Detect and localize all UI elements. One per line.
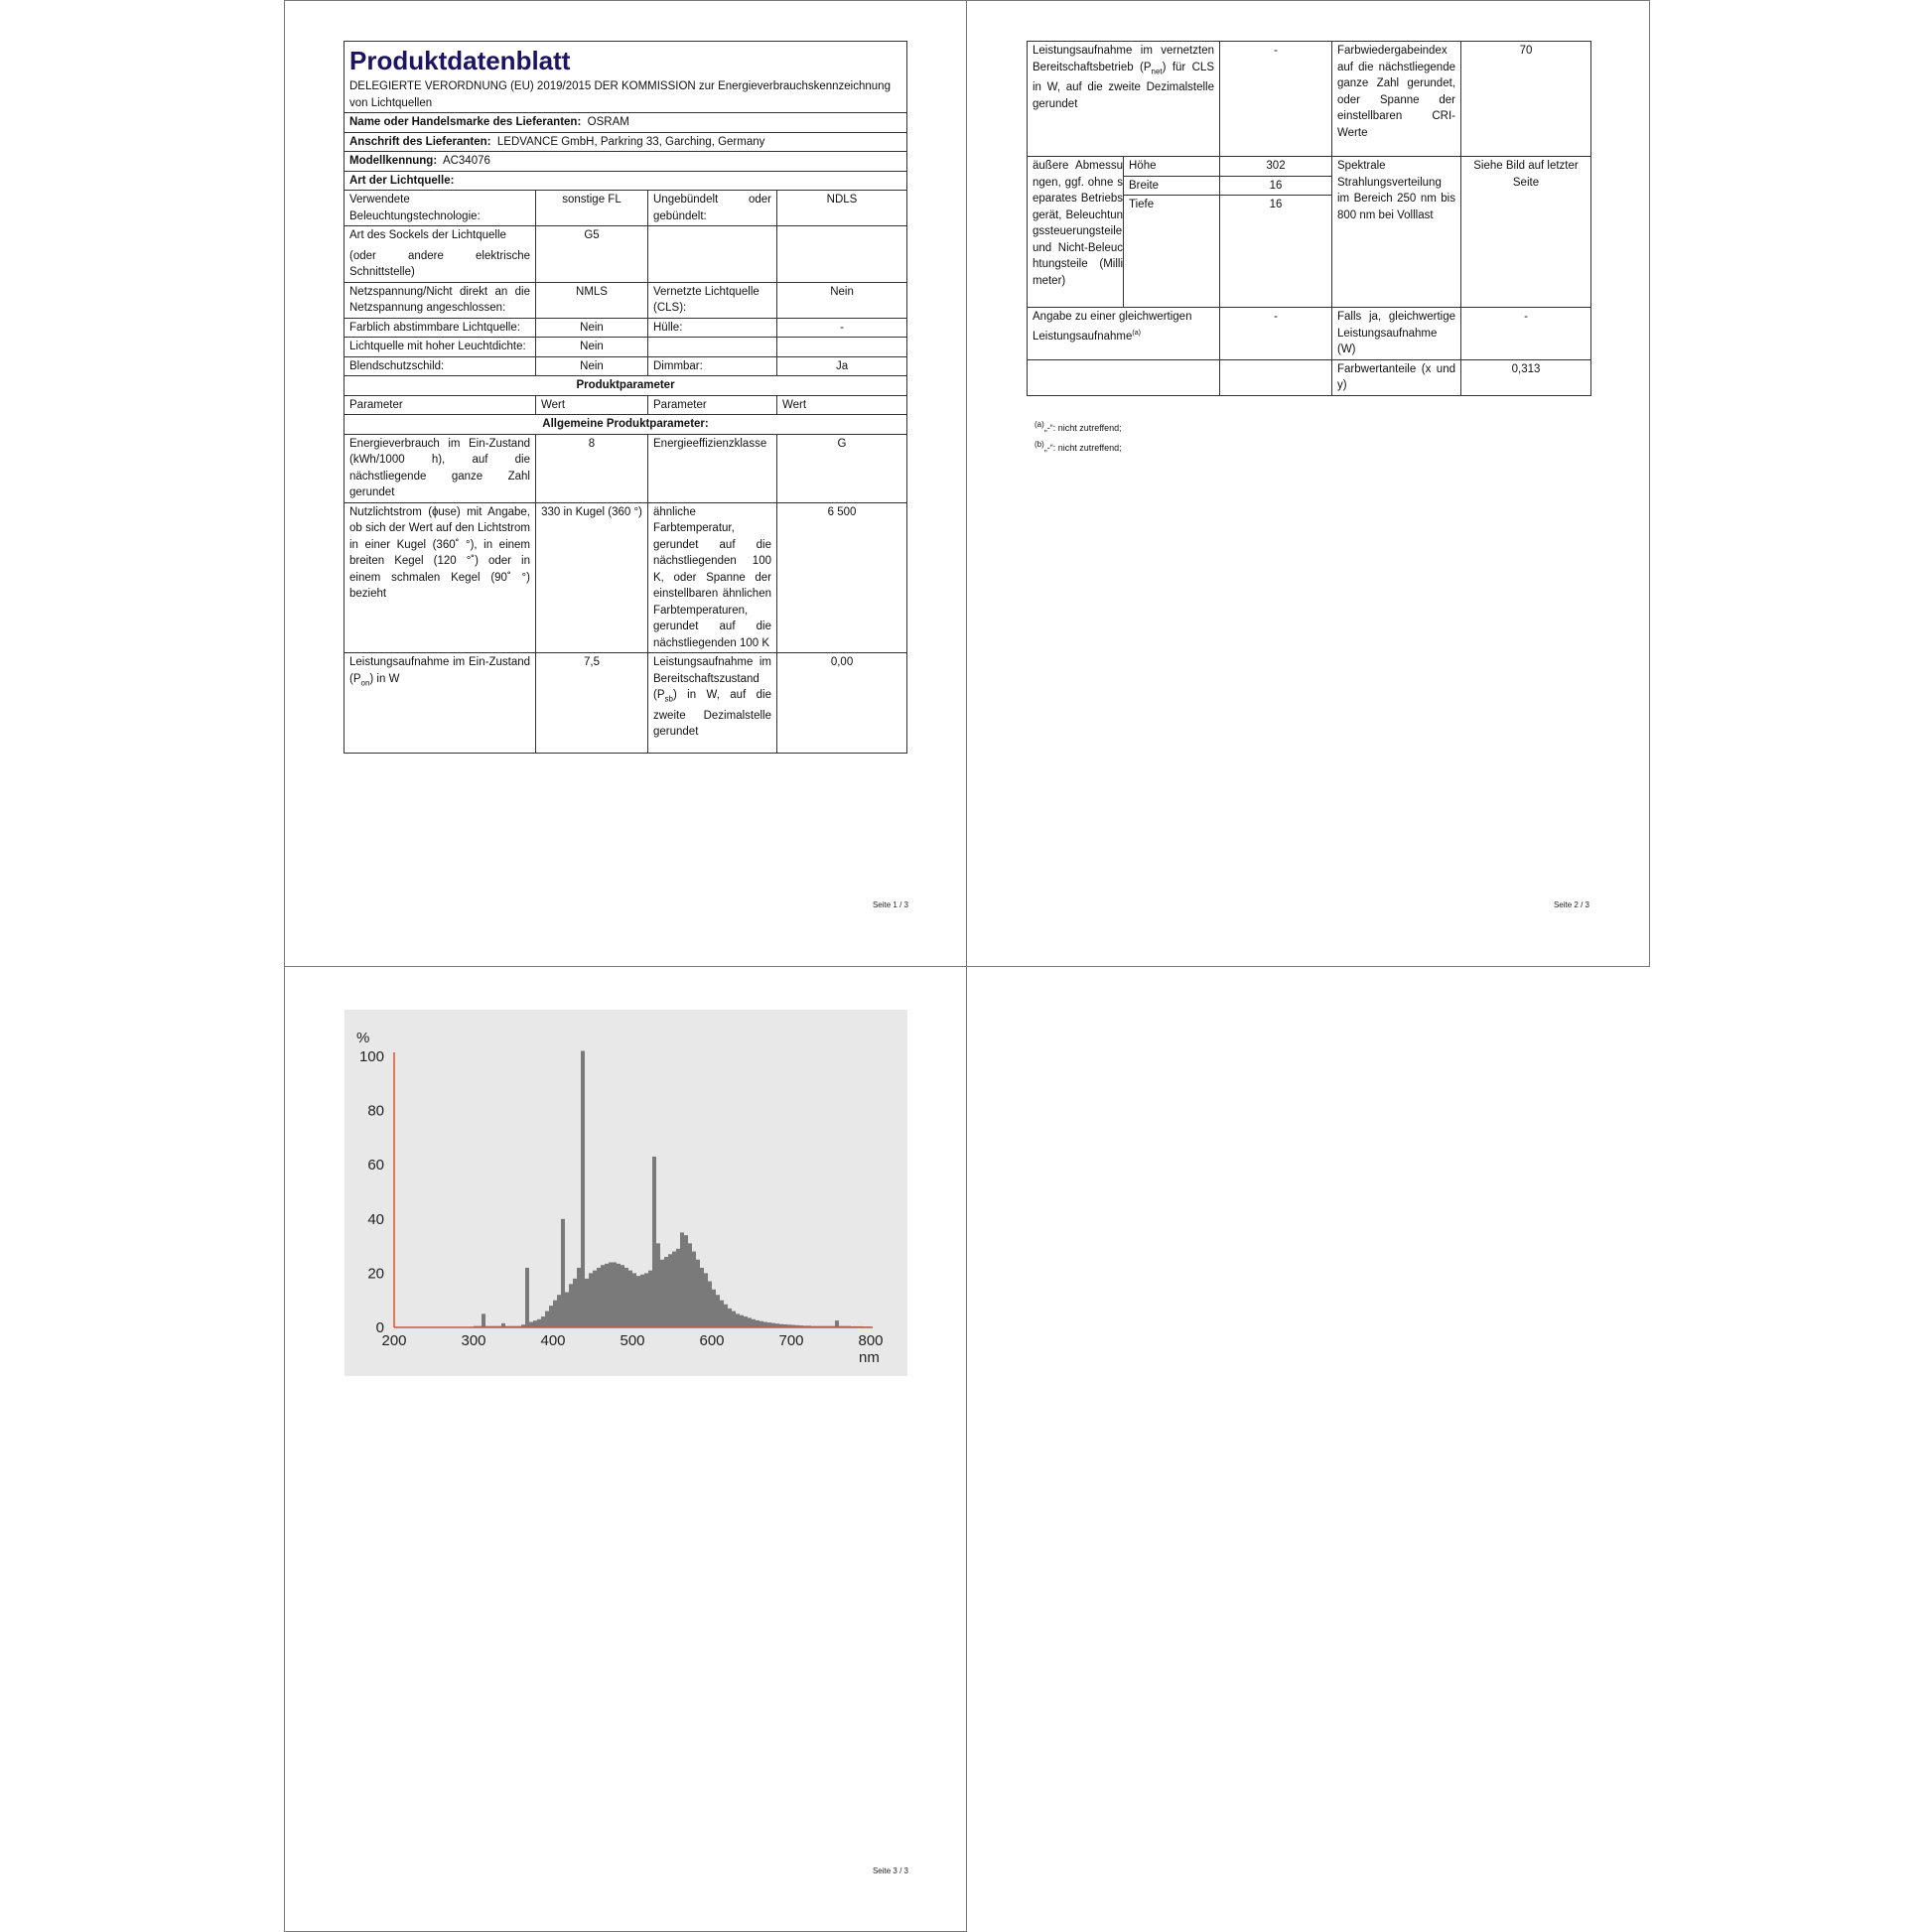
cri-label: Farbwiedergabeindex auf die nächstliegende ganze Zahl gerundet, oder Spanne der einstellbaren CRI-Werte bbox=[1332, 42, 1461, 157]
x-tick-label: 800 bbox=[858, 1332, 884, 1349]
spectrum-bar bbox=[597, 1268, 601, 1327]
energy-value: 8 bbox=[536, 434, 648, 502]
y-tick-label: 60 bbox=[367, 1157, 384, 1174]
spectrum-bar bbox=[533, 1320, 537, 1327]
glare-label: Blendschutzschild: bbox=[345, 356, 536, 376]
page-2 bbox=[966, 0, 1650, 967]
spectrum-bar bbox=[601, 1265, 605, 1327]
spectral-label: Spektrale Strahlungsverteilung im Bereich 250 nm bis 800 nm bei Volllast bbox=[1332, 157, 1461, 308]
efficiency-class-label: Energieeffizienzklasse bbox=[648, 434, 777, 502]
col-value-2: Wert bbox=[777, 395, 907, 415]
regulation-subtitle: DELEGIERTE VERORDNUNG (EU) 2019/2015 DER KOMMISSION zur Energieverbrauchskennzeichnung von Lichtquellen bbox=[349, 80, 891, 109]
spectrum-bar bbox=[613, 1262, 617, 1327]
spectrum-bar bbox=[672, 1252, 676, 1327]
power-row bbox=[345, 653, 907, 754]
spectrum-bar bbox=[752, 1319, 756, 1327]
spectrum-bar bbox=[700, 1268, 704, 1327]
spectrum-bar bbox=[609, 1262, 613, 1327]
footnote-a: $^{(a)}$„-“: nicht zutreffend; bbox=[1035, 420, 1122, 433]
x-axis-label: nm bbox=[859, 1349, 880, 1366]
socket-row bbox=[345, 226, 907, 283]
height-value: 302 bbox=[1220, 157, 1332, 177]
dimmable-label: Dimmbar: bbox=[648, 356, 777, 376]
cct-label: ähnliche Farbtemperatur, gerundet auf die nächstliegenden 100 K, oder Spanne der einstellbaren ähnlichen Farbtemperaturen, gerundet auf die nächstliegenden 100 K bbox=[648, 502, 777, 653]
if-yes-label: Falls ja, gleichwertige Leistungsaufnahme (W) bbox=[1332, 308, 1461, 360]
x-tick-label: 600 bbox=[699, 1332, 725, 1349]
spectrum-bar bbox=[676, 1249, 680, 1327]
equivalent-value: - bbox=[1220, 308, 1332, 360]
spectrum-bar bbox=[545, 1311, 549, 1327]
spectrum-bar bbox=[756, 1320, 759, 1327]
y-tick-label: 80 bbox=[367, 1102, 384, 1120]
footnote-b: $^{(b)}$„-“: nicht zutreffend; bbox=[1035, 440, 1122, 453]
glare-value: Nein bbox=[536, 356, 648, 376]
spectrum-bar bbox=[748, 1317, 752, 1327]
pon-label: Leistungsaufnahme im Ein-Zustand $(P_{on})$ in W bbox=[345, 653, 536, 754]
spectrum-bar bbox=[537, 1319, 541, 1327]
spectrum-bar bbox=[708, 1282, 712, 1327]
light-type-label: Art der Lichtquelle: bbox=[345, 171, 907, 191]
spectrum-bar bbox=[553, 1301, 557, 1327]
spectrum-bar bbox=[621, 1265, 624, 1327]
pnet-value: - bbox=[1220, 42, 1332, 157]
spectrum-bar bbox=[628, 1271, 632, 1327]
x-tick-label: 200 bbox=[381, 1332, 407, 1349]
depth-label: Tiefe bbox=[1124, 196, 1220, 308]
x-tick-label: 500 bbox=[620, 1332, 645, 1349]
spectrum-bar bbox=[724, 1305, 728, 1327]
color-tunable-row bbox=[345, 318, 907, 338]
spectrum-bar bbox=[585, 1279, 589, 1327]
pnet-row bbox=[1028, 42, 1591, 157]
spectrum-bar bbox=[704, 1273, 708, 1327]
chart-bars bbox=[474, 1051, 871, 1327]
chromaticity-row bbox=[1028, 359, 1591, 395]
spectrum-bar bbox=[577, 1268, 581, 1327]
mains-value: NMLS bbox=[536, 282, 648, 318]
spectrum-bar bbox=[541, 1316, 545, 1327]
model-label: Modellkennung: bbox=[349, 155, 438, 167]
spectrum-bar bbox=[740, 1315, 744, 1327]
tech-row bbox=[345, 191, 907, 226]
supplier-label: Name oder Handelsmarke des Lieferanten: bbox=[349, 116, 582, 128]
height-label: Höhe bbox=[1124, 157, 1220, 177]
cls-value: Nein bbox=[777, 282, 907, 318]
spectrum-bar bbox=[716, 1295, 720, 1327]
spectral-distribution-chart bbox=[345, 1010, 907, 1376]
color-tunable-label: Farblich abstimmbare Lichtquelle: bbox=[345, 318, 536, 338]
spectrum-bar bbox=[759, 1321, 763, 1327]
light-type-row bbox=[345, 171, 907, 191]
address-label: Anschrift des Lieferanten: bbox=[349, 135, 491, 148]
spectrum-bar bbox=[557, 1295, 561, 1327]
spectrum-bar bbox=[636, 1276, 640, 1327]
x-tick-label: 400 bbox=[540, 1332, 566, 1349]
spectrum-bar bbox=[664, 1257, 668, 1327]
tech-label: Verwendete Beleuchtungstechnologie: bbox=[345, 191, 536, 226]
depth-value: 16 bbox=[1220, 196, 1332, 308]
col-param-2: Parameter bbox=[648, 395, 777, 415]
tech-value: sonstige FL bbox=[536, 191, 648, 226]
address-row bbox=[345, 132, 907, 152]
height-row bbox=[1028, 157, 1591, 177]
page-title: Produktdatenblatt bbox=[349, 46, 571, 75]
spectrum-bar bbox=[617, 1264, 621, 1327]
spectral-chart-svg bbox=[345, 1010, 907, 1376]
spectrum-bar bbox=[632, 1273, 636, 1327]
y-tick-label: 20 bbox=[367, 1265, 384, 1283]
spectrum-bar bbox=[652, 1157, 656, 1327]
product-datasheet-table-continued bbox=[1027, 41, 1591, 396]
spectrum-bar bbox=[549, 1306, 553, 1327]
spectrum-bar bbox=[835, 1320, 839, 1327]
spectrum-bar bbox=[712, 1290, 716, 1327]
product-params-header-row bbox=[345, 376, 907, 396]
spectrum-bar bbox=[692, 1252, 696, 1327]
spectrum-bar bbox=[565, 1293, 569, 1327]
spectrum-bar bbox=[529, 1322, 533, 1327]
socket-label: Art des Sockels der Lichtquelle bbox=[349, 229, 506, 241]
spectrum-bar bbox=[668, 1254, 672, 1327]
spectrum-bar bbox=[640, 1275, 644, 1327]
flux-label: Nutzlichtstrom (ɸuse) mit Angabe, ob sich der Wert auf den Lichtstrom in einer Kugel (360˚ °), in einem breiten Kegel (120 °˚) oder in einem schmalen Kegel (90˚ °) bezieht bbox=[345, 502, 536, 653]
bundled-label: Ungebündelt oder gebündelt: bbox=[648, 191, 777, 226]
col-param-1: Parameter bbox=[345, 395, 536, 415]
supplier-row bbox=[345, 113, 907, 133]
cri-value: 70 bbox=[1461, 42, 1591, 157]
psb-value: 0,00 bbox=[777, 653, 907, 754]
spectral-value: Siehe Bild auf letzter Seite bbox=[1461, 157, 1591, 308]
y-tick-label: 100 bbox=[358, 1048, 384, 1065]
spectrum-bar bbox=[525, 1268, 529, 1327]
width-value: 16 bbox=[1220, 176, 1332, 196]
glare-row bbox=[345, 356, 907, 376]
spectrum-bar bbox=[644, 1273, 648, 1327]
flux-row bbox=[345, 502, 907, 653]
chromaticity-value: 0,313 bbox=[1461, 359, 1591, 395]
spectrum-bar bbox=[656, 1243, 660, 1327]
page-1 bbox=[284, 0, 967, 967]
x-tick-label: 700 bbox=[778, 1332, 804, 1349]
dimmable-value: Ja bbox=[777, 356, 907, 376]
spectrum-bar bbox=[660, 1260, 664, 1327]
spectrum-bar bbox=[763, 1322, 767, 1327]
flux-value: 330 in Kugel (360 °) bbox=[536, 502, 648, 653]
bundled-value: NDLS bbox=[777, 191, 907, 226]
socket-value: G5 bbox=[536, 226, 648, 283]
spectrum-bar bbox=[593, 1271, 597, 1327]
title-row bbox=[345, 42, 907, 113]
column-header-row bbox=[345, 395, 907, 415]
energy-row bbox=[345, 434, 907, 502]
spectrum-bar bbox=[688, 1243, 692, 1327]
spectrum-bar bbox=[684, 1235, 688, 1327]
spectrum-bar bbox=[648, 1271, 652, 1327]
page-3 bbox=[284, 966, 967, 1932]
supplier-value: OSRAM bbox=[587, 116, 629, 128]
mains-row bbox=[345, 282, 907, 318]
x-tick-label: 300 bbox=[461, 1332, 486, 1349]
high-luminance-label: Lichtquelle mit hoher Leuchtdichte: bbox=[345, 338, 536, 357]
spectrum-bar bbox=[624, 1268, 628, 1327]
spectrum-bar bbox=[581, 1051, 585, 1327]
y-tick-label: 40 bbox=[367, 1210, 384, 1228]
envelope-value: - bbox=[777, 318, 907, 338]
high-luminance-row bbox=[345, 338, 907, 357]
spectrum-bar bbox=[573, 1279, 577, 1327]
page-number: Seite 3 / 3 bbox=[872, 1866, 908, 1875]
equivalent-row bbox=[1028, 308, 1591, 360]
color-tunable-value: Nein bbox=[536, 318, 648, 338]
cls-label: Vernetzte Lichtquelle (CLS): bbox=[648, 282, 777, 318]
socket-label-note: (oder andere elektrische Schnittstelle) bbox=[349, 249, 530, 278]
dimensions-label: äußere Abmessungen, ggf. ohne separates Betriebsgerät, Beleuchtungssteuerungsteile und Nicht-Beleuchtungsteile (Millimeter) bbox=[1028, 157, 1124, 308]
pnet-label: Leistungsaufnahme im vernetzten Bereitschaftsbetrieb $(P_{net})$ für CLS in W, auf die zweite Dezimalstelle gerundet bbox=[1028, 42, 1220, 157]
col-value-1: Wert bbox=[536, 395, 648, 415]
spectrum-bar bbox=[732, 1311, 736, 1327]
product-datasheet-table bbox=[344, 41, 907, 754]
if-yes-value: - bbox=[1461, 308, 1591, 360]
general-params-header: Allgemeine Produktparameter: bbox=[345, 415, 907, 435]
mains-label: Netzspannung/Nicht direkt an die Netzspannung angeschlossen: bbox=[345, 282, 536, 318]
spectrum-bar bbox=[561, 1219, 565, 1327]
spectrum-bar bbox=[569, 1284, 573, 1327]
product-params-header: Produktparameter bbox=[345, 376, 907, 396]
width-label: Breite bbox=[1124, 176, 1220, 196]
psb-label: Leistungsaufnahme im Bereitschaftszustand $(P_{sb})$ in W, auf die zweite Dezimalstelle gerundet bbox=[648, 653, 777, 754]
energy-label: Energieverbrauch im Ein-Zustand (kWh/1000 h), auf die nächstliegende ganze Zahl gerundet bbox=[345, 434, 536, 502]
spectrum-bar bbox=[744, 1316, 748, 1327]
efficiency-class-value: G bbox=[777, 434, 907, 502]
chromaticity-label: Farbwertanteile (x und y) bbox=[1332, 359, 1461, 395]
y-axis-label: % bbox=[356, 1030, 370, 1046]
page-number: Seite 1 / 3 bbox=[872, 900, 908, 909]
model-value: AC34076 bbox=[442, 155, 490, 167]
spectrum-bar bbox=[720, 1301, 724, 1327]
spectrum-bar bbox=[482, 1313, 485, 1327]
general-params-header-row bbox=[345, 415, 907, 435]
envelope-label: Hülle: bbox=[648, 318, 777, 338]
cct-value: 6 500 bbox=[777, 502, 907, 653]
page-number: Seite 2 / 3 bbox=[1553, 900, 1589, 909]
spectrum-bar bbox=[605, 1264, 609, 1327]
spectrum-bar bbox=[589, 1273, 593, 1327]
spectrum-bar bbox=[680, 1232, 684, 1327]
model-row bbox=[345, 152, 907, 172]
spectrum-bar bbox=[736, 1313, 740, 1327]
spectrum-bar bbox=[728, 1309, 732, 1327]
pon-value: 7,5 bbox=[536, 653, 648, 754]
high-luminance-value: Nein bbox=[536, 338, 648, 357]
y-tick-label: 0 bbox=[375, 1319, 384, 1336]
spectrum-bar bbox=[696, 1260, 700, 1327]
equivalent-label: Angabe zu einer gleichwertigen Leistungsaufnahme$^{(a)}$ bbox=[1028, 308, 1220, 360]
address-value: LEDVANCE GmbH, Parkring 33, Garching, Germany bbox=[496, 135, 765, 148]
